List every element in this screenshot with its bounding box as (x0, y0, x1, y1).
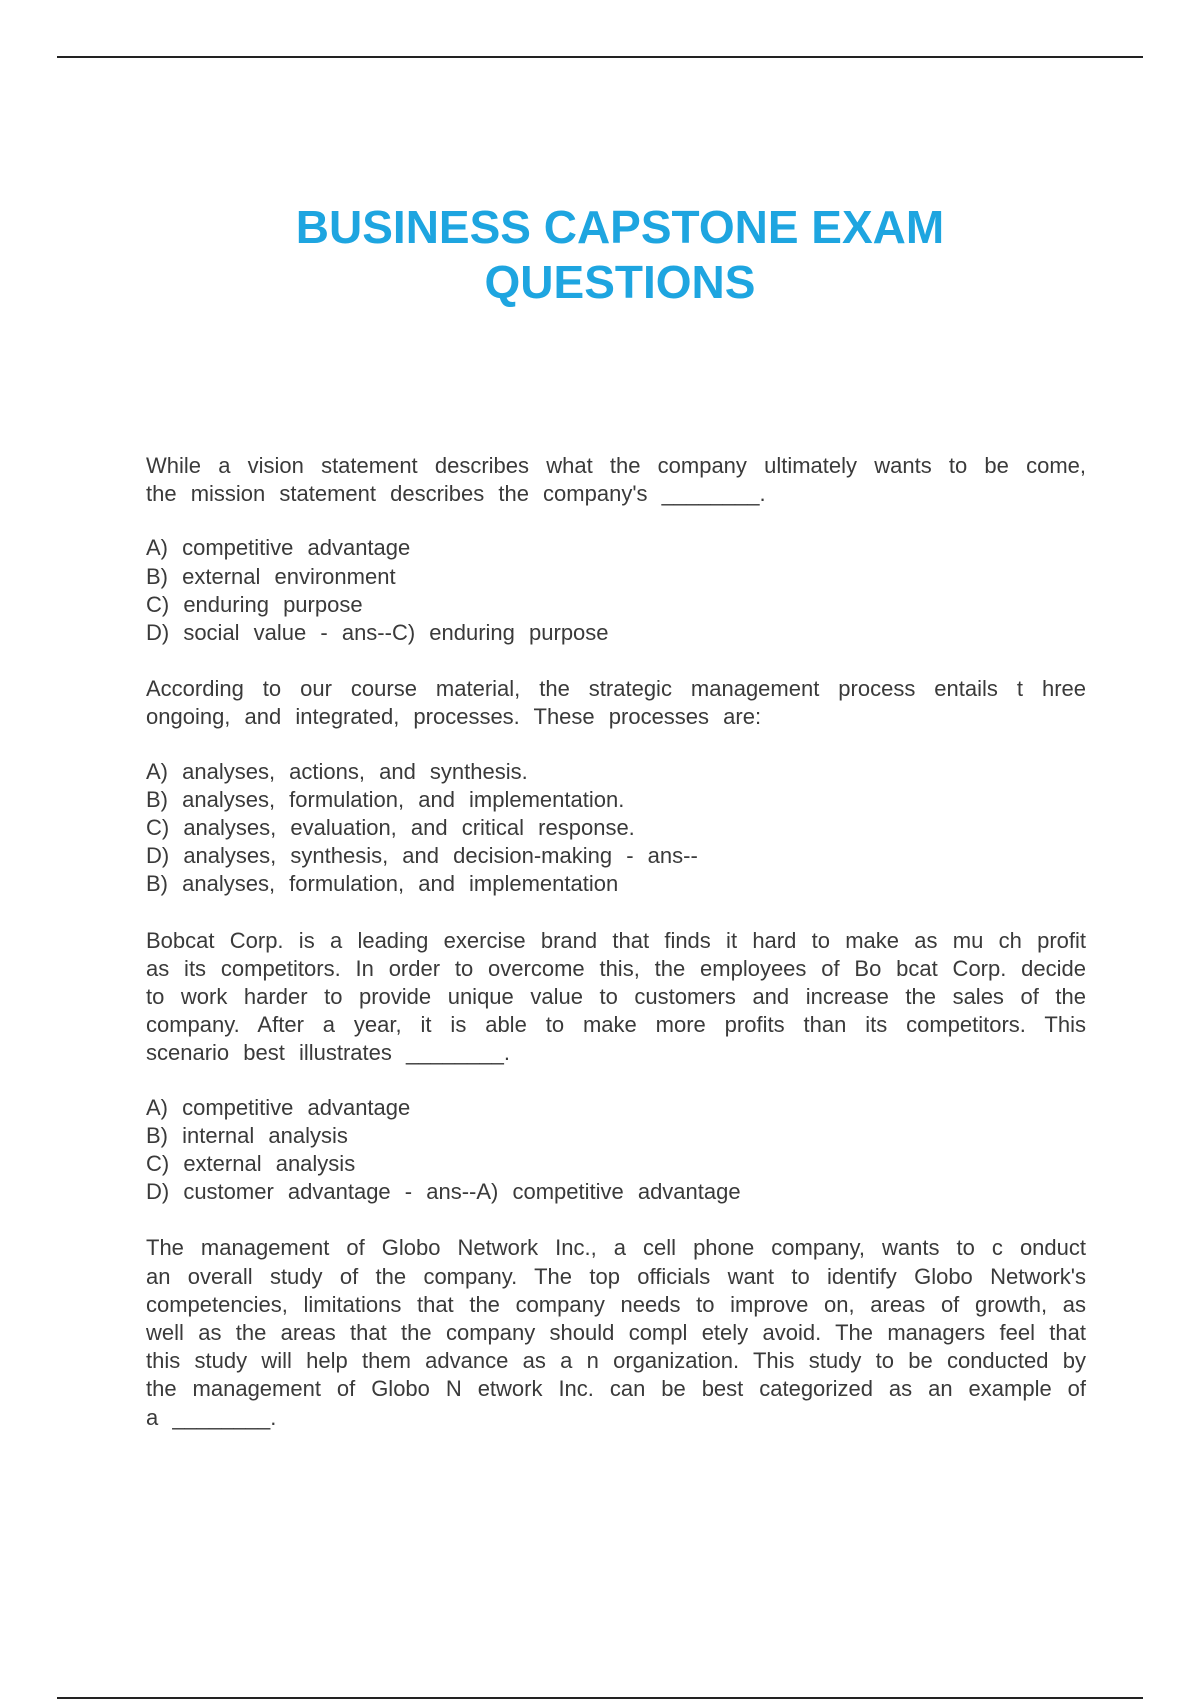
answer-choice: D) analyses, synthesis, and decision-making - ans-- (146, 843, 698, 869)
answer-choices (146, 534, 1086, 647)
question-text: According to our course material, the strategic management process entails t hree ongoing, and integrated, processes. These processes are: (146, 676, 1086, 730)
answer-choices (146, 1094, 1086, 1207)
answer-choice: A) competitive advantage (146, 1094, 411, 1120)
questions-section (146, 452, 1086, 1432)
question-block (146, 675, 1086, 898)
answer-choice: C) enduring purpose (146, 591, 363, 617)
answer-choice: C) external analysis (146, 1151, 356, 1177)
top-rule (57, 56, 1143, 58)
document-title (0, 200, 1200, 310)
answer-choice: C) analyses, evaluation, and critical response. (146, 815, 635, 841)
answer-choice: B) external environment (146, 563, 396, 589)
question-block (146, 1234, 1086, 1431)
question-block (146, 927, 1086, 1207)
answer-choice: B) analyses, formulation, and implementation. (146, 786, 625, 812)
question-text: While a vision statement describes what the company ultimately wants to be come, the mission statement describes the company's ________. (146, 453, 1086, 507)
answer-choices (146, 758, 1086, 899)
answer-choice: D) social value - ans--C) enduring purpose (146, 620, 609, 646)
answer-choice: A) competitive advantage (146, 535, 411, 561)
answer-choice: A) analyses, actions, and synthesis. (146, 758, 528, 784)
question-block (146, 452, 1086, 647)
question-text: The management of Globo Network Inc., a cell phone company, wants to c onduct an overall study of the company. The top officials want to identify Globo Network's competencies, limitations that the company needs to improve on, areas of growth, as well as the areas that the company should compl etely avoid. The managers feel that this study will help them advance as a n organization. This study to be conducted by the management of Globo N etwork Inc. can be best categorized as an example of a ________. (146, 1235, 1086, 1430)
question-text: Bobcat Corp. is a leading exercise brand that finds it hard to make as mu ch profit as its competitors. In order to overcome this, the employees of Bo bcat Corp. decide to work harder to provide unique value to customers and increase the sales of the company. After a year, it is able to make more profits than its competitors. This scenario best illustrates ________. (146, 927, 1086, 1066)
answer-choice: D) customer advantage - ans--A) competitive advantage (146, 1179, 741, 1205)
answer-choice: B) internal analysis (146, 1122, 348, 1148)
answer-choice: B) analyses, formulation, and implementation (146, 871, 619, 897)
title-line-1: BUSINESS CAPSTONE EXAM (295, 201, 945, 253)
title-line-2: QUESTIONS (484, 256, 756, 308)
bottom-rule (57, 1697, 1143, 1699)
